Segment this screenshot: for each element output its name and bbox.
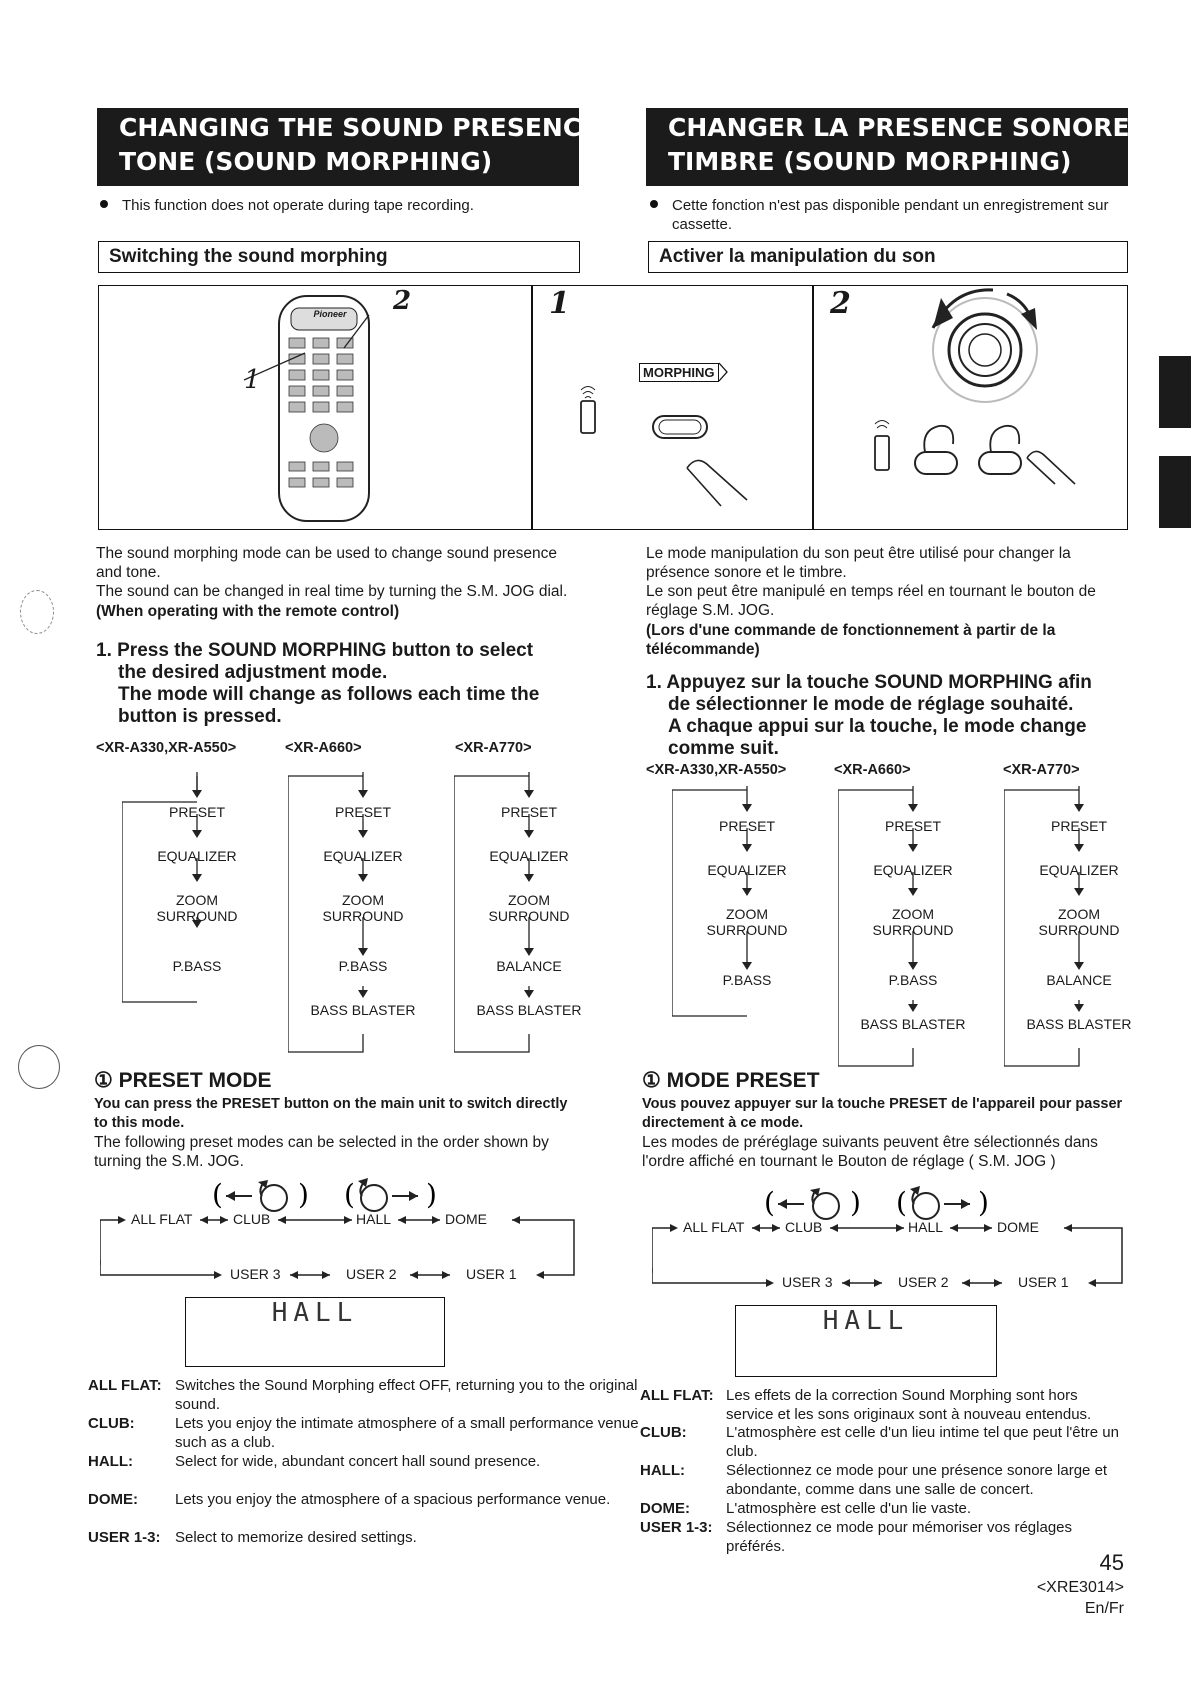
- svg-text:(: (: [212, 1178, 223, 1211]
- mode-flow-mid: [288, 772, 438, 1057]
- mode-flow-short: [122, 772, 272, 1012]
- flow-item: ZOOM SURROUND: [322, 892, 404, 924]
- callout-2: 2: [393, 286, 412, 316]
- bullet-note-fr: Cette fonction n'est pas disponible pendant un enregistrement sur cassette.: [650, 196, 1152, 234]
- title-line-2: TONE (SOUND MORPHING): [119, 147, 493, 176]
- flow-item: P.BASS: [888, 972, 938, 988]
- subheading-en: Switching the sound morphing: [98, 241, 580, 273]
- def-term: USER 1-3:: [88, 1529, 161, 1546]
- flow-item: P.BASS: [722, 972, 772, 988]
- model-label: <XR-A330,XR-A550>: [96, 740, 237, 756]
- cycle-mode: USER 3: [782, 1274, 833, 1290]
- cycle-mode: DOME: [445, 1211, 487, 1227]
- title-line-1: CHANGER LA PRESENCE SONORE/LE: [668, 113, 1172, 142]
- def-desc: Select to memorize desired settings.: [175, 1529, 417, 1546]
- step-number-1: 1: [549, 286, 570, 321]
- cycle-mode: ALL FLAT: [131, 1211, 193, 1227]
- cycle-mode: USER 2: [346, 1266, 397, 1282]
- lcd-display-en: HALL: [185, 1297, 445, 1367]
- title-line-1: CHANGING THE SOUND PRESENCE/: [119, 113, 608, 142]
- language-code: En/Fr: [1084, 1600, 1124, 1617]
- cycle-mode: USER 1: [466, 1266, 517, 1282]
- mode-flow-mid: [838, 786, 988, 1071]
- flow-item: P.BASS: [172, 958, 222, 974]
- side-tab: [1159, 356, 1191, 428]
- def-term: USER 1-3:: [640, 1519, 713, 1536]
- svg-text:): ): [426, 1178, 437, 1211]
- lcd-display-fr: HALL: [735, 1305, 997, 1377]
- cycle-mode: HALL: [356, 1211, 392, 1227]
- mode-flow-long: [1004, 786, 1154, 1071]
- mode-flow-long: [454, 772, 604, 1057]
- cycle-mode: DOME: [997, 1219, 1039, 1235]
- cycle-mode: HALL: [908, 1219, 944, 1235]
- flow-item: ZOOM SURROUND: [1038, 906, 1120, 938]
- def-desc: Select for wide, abundant concert hall sound presence.: [175, 1453, 541, 1470]
- step-number-2: 2: [830, 286, 851, 321]
- def-term: DOME:: [88, 1491, 138, 1508]
- flow-item: PRESET: [168, 804, 225, 820]
- flow-item: PRESET: [1050, 818, 1107, 834]
- def-term: CLUB:: [640, 1424, 687, 1441]
- title-line-2: TIMBRE (SOUND MORPHING): [668, 147, 1072, 176]
- model-label: <XR-A770>: [455, 740, 532, 756]
- flow-item: P.BASS: [338, 958, 388, 974]
- flow-item: EQUALIZER: [323, 848, 403, 864]
- def-desc: L'atmosphère est celle d'un lieu intime tel que peut l'être un club.: [726, 1424, 1119, 1460]
- flow-item: BASS BLASTER: [1026, 1016, 1132, 1032]
- punch-hole: [20, 590, 54, 634]
- svg-text:(: (: [896, 1186, 907, 1219]
- intro-text-fr: Le mode manipulation du son peut être utilisé pour changer la présence sonore et le timbre. Le son peut être manipulé en temps réel en tournant le bouton de réglage S.M. JOG. (Lors d'une commande de fonctionnement à partir de la télécommande): [646, 545, 1096, 658]
- flow-item: PRESET: [500, 804, 557, 820]
- remote-control-illustration: [219, 290, 539, 530]
- model-label: <XR-A660>: [285, 740, 362, 756]
- step-1-en: 1. Press the SOUND MORPHING button to select the desired adjustment mode. The mode will change as follows each time the button is pressed.: [96, 640, 540, 727]
- step-1-fr: 1. Appuyez sur la touche SOUND MORPHING afin de sélectionner le mode de réglage souhaité. A chaque appui sur la touche, le mode change comme suit.: [646, 672, 1092, 759]
- definitions-fr: [640, 1386, 1132, 1556]
- flow-item: PRESET: [718, 818, 775, 834]
- svg-text:): ): [298, 1178, 309, 1211]
- flow-item: ZOOM SURROUND: [706, 906, 788, 938]
- sm-jog-dial-illustration: [815, 288, 1127, 526]
- flow-item: ZOOM SURROUND: [488, 892, 570, 924]
- intro-text-en: The sound morphing mode can be used to change sound presence and tone. The sound can be changed in real time by turning the S.M. JOG dial. (When operating with the remote control): [96, 545, 568, 620]
- brand-label: Pioneer: [313, 309, 347, 319]
- preset-mode-heading-fr: ① MODE PRESET: [642, 1069, 820, 1092]
- cycle-mode: USER 3: [230, 1266, 281, 1282]
- flow-item: BALANCE: [1046, 972, 1112, 988]
- punch-hole: [18, 1045, 60, 1089]
- def-term: DOME:: [640, 1500, 690, 1517]
- flow-item: BASS BLASTER: [310, 1002, 416, 1018]
- preset-cycle-diagram-fr: [652, 1180, 1132, 1305]
- definitions-en: [88, 1376, 639, 1556]
- flow-item: PRESET: [884, 818, 941, 834]
- section-title-en: [97, 108, 608, 186]
- cycle-mode: ALL FLAT: [683, 1219, 745, 1235]
- flow-item: PRESET: [334, 804, 391, 820]
- morphing-button-label: MORPHING: [639, 363, 719, 382]
- def-term: CLUB:: [88, 1415, 135, 1432]
- def-desc: L'atmosphère est celle d'un lie vaste.: [726, 1500, 972, 1517]
- flow-item: BASS BLASTER: [476, 1002, 582, 1018]
- def-desc: Lets you enjoy the intimate atmosphere of a small performance venue such as a club.: [175, 1415, 639, 1451]
- model-label: <XR-A770>: [1003, 762, 1080, 778]
- cycle-mode: CLUB: [785, 1219, 823, 1235]
- preset-mode-text-fr: Vous pouvez appuyer sur la touche PRESET de l'appareil pour passer directement à ce mode. Les modes de préréglage suivants peuvent être sélectionnés dans l'ordre affiché en tournant le Bouton de réglage ( S.M. JOG ): [642, 1096, 1123, 1170]
- flow-item: EQUALIZER: [1039, 862, 1119, 878]
- def-desc: Les effets de la correction Sound Morphing sont hors service et les sons originaux sont à nouveau entendus.: [726, 1387, 1092, 1423]
- flow-item: EQUALIZER: [873, 862, 953, 878]
- flow-item: ZOOM SURROUND: [872, 906, 954, 938]
- callout-1: 1: [244, 365, 261, 395]
- cycle-mode: USER 2: [898, 1274, 949, 1290]
- cycle-mode: USER 1: [1018, 1274, 1069, 1290]
- def-desc: Sélectionnez ce mode pour une présence sonore large et abondante, comme dans une salle de concert.: [726, 1462, 1108, 1498]
- svg-text:): ): [850, 1186, 861, 1219]
- model-label: <XR-A660>: [834, 762, 911, 778]
- flow-item: EQUALIZER: [489, 848, 569, 864]
- cycle-mode: CLUB: [233, 1211, 271, 1227]
- preset-cycle-diagram-en: [100, 1172, 580, 1297]
- svg-text:(: (: [344, 1178, 355, 1211]
- flow-item: BALANCE: [496, 958, 562, 974]
- flow-item: ZOOM SURROUND: [156, 892, 238, 924]
- subheading-fr: Activer la manipulation du son: [648, 241, 1128, 273]
- model-label: <XR-A330,XR-A550>: [646, 762, 787, 778]
- def-term: ALL FLAT:: [640, 1387, 714, 1404]
- def-desc: Lets you enjoy the atmosphere of a spacious performance venue.: [175, 1491, 611, 1508]
- page-number: 45: [1099, 1550, 1124, 1575]
- svg-text:(: (: [764, 1186, 775, 1219]
- svg-text:): ): [978, 1186, 989, 1219]
- document-code: <XRE3014>: [1036, 1579, 1124, 1596]
- preset-mode-text-en: You can press the PRESET button on the main unit to switch directly to this mode. The following preset modes can be selected in the order shown by turning the S.M. JOG.: [94, 1096, 568, 1170]
- def-desc: Sélectionnez ce mode pour mémoriser vos réglages préférés.: [726, 1519, 1073, 1555]
- side-tab: [1159, 456, 1191, 528]
- def-term: ALL FLAT:: [88, 1377, 162, 1394]
- bullet-note-en: This function does not operate during tape recording.: [100, 196, 580, 215]
- mode-flow-short: [672, 786, 822, 1026]
- figure-panel: [98, 285, 1128, 530]
- def-term: HALL:: [88, 1453, 133, 1470]
- morphing-button-illustration: [569, 336, 819, 526]
- flow-item: EQUALIZER: [157, 848, 237, 864]
- def-desc: Switches the Sound Morphing effect OFF, returning you to the original sound.: [175, 1377, 638, 1413]
- section-title-fr: [646, 108, 1172, 186]
- def-term: HALL:: [640, 1462, 685, 1479]
- preset-mode-heading-en: ① PRESET MODE: [94, 1069, 272, 1092]
- flow-item: EQUALIZER: [707, 862, 787, 878]
- flow-item: BASS BLASTER: [860, 1016, 966, 1032]
